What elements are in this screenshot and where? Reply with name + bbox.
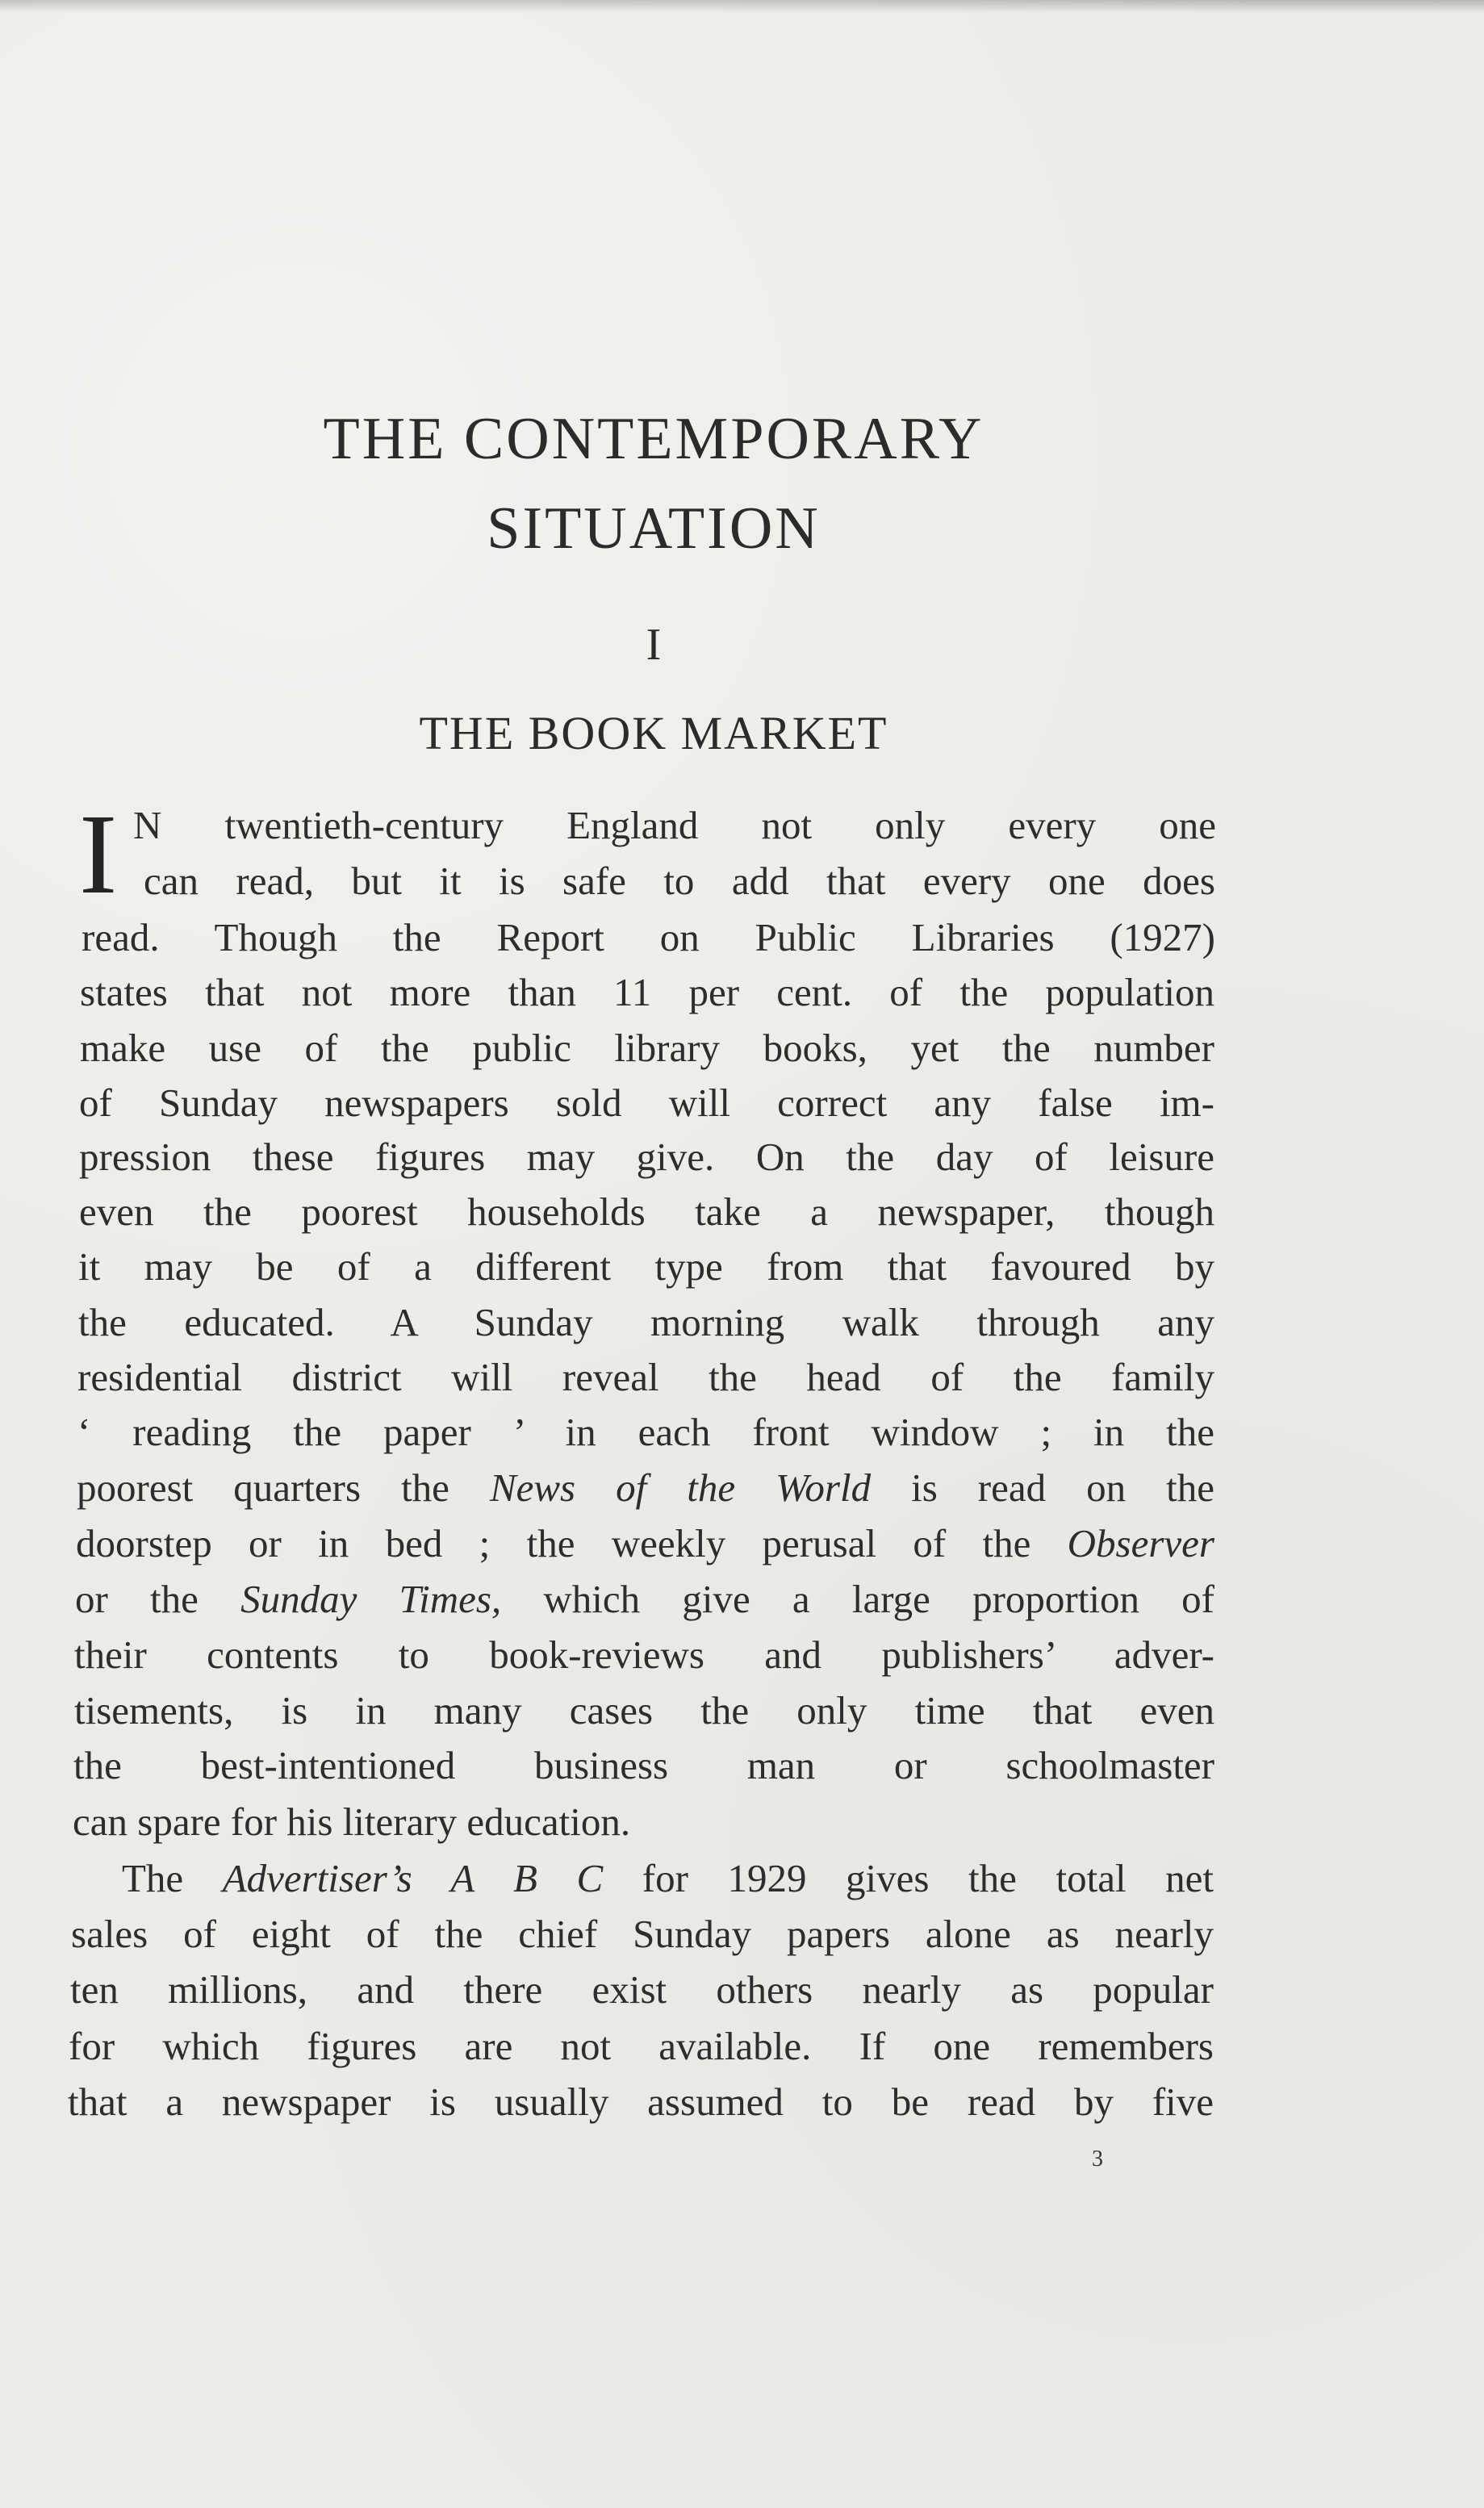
paragraph-1-line-2: can read, but it is safe to add that every one does bbox=[144, 859, 1215, 903]
paragraph-1-line-18: the best-intentioned business man or schoolmaster bbox=[73, 1743, 1214, 1787]
chapter-title-line-1: THE CONTEMPORARY bbox=[323, 406, 984, 472]
text-span: is read on the bbox=[871, 1465, 1214, 1510]
paragraph-1-line-3: read. Though the Report on Public Libraries (1927) bbox=[82, 915, 1215, 959]
paragraph-1-line-8: even the poorest households take a newspaper, though bbox=[79, 1189, 1214, 1234]
text-span: poorest quarters the bbox=[77, 1465, 490, 1510]
italic-title-advertisers-abc: Advertiser’s A B C bbox=[222, 1856, 604, 1900]
paragraph-1-line-5: make use of the public library books, yet the number bbox=[80, 1026, 1214, 1070]
italic-title-observer: Observer bbox=[1067, 1521, 1214, 1565]
chapter-number: I bbox=[646, 620, 662, 670]
paragraph-2-line-4: for which figures are not available. If one remembers bbox=[69, 2024, 1214, 2068]
text-span: The bbox=[122, 1856, 223, 1900]
text-span: or the bbox=[75, 1577, 241, 1621]
italic-title-news-of-the-world: News of the World bbox=[489, 1465, 872, 1510]
paragraph-1-line-12: ‘ reading the paper ’ in each front window ; in the bbox=[77, 1410, 1214, 1454]
section-title: THE BOOK MARKET bbox=[419, 707, 888, 759]
text-span: which give a large proportion of bbox=[501, 1577, 1214, 1621]
paragraph-1-line-14 bbox=[76, 1521, 1214, 1565]
paragraph-2-line-1 bbox=[122, 1858, 1214, 1898]
paragraph-2-line-3: ten millions, and there exist others nearly as popular bbox=[70, 1967, 1214, 2012]
paragraph-1-line-6: of Sunday newspapers sold will correct any false im- bbox=[79, 1081, 1214, 1125]
paragraph-1-line-7: pression these figures may give. On the day of leisure bbox=[79, 1135, 1214, 1179]
paragraph-1-line-19: can spare for his literary education. bbox=[73, 1799, 631, 1844]
italic-title-sunday-times: Sunday Times, bbox=[240, 1577, 502, 1621]
paragraph-1-line-15 bbox=[75, 1579, 1214, 1619]
chapter-title-line-2: SITUATION bbox=[487, 495, 821, 562]
paragraph-1-line-13 bbox=[77, 1465, 1214, 1510]
text-span: doorstep or in bed ; the weekly perusal of the bbox=[76, 1521, 1068, 1565]
text-span: for 1929 gives the total net bbox=[603, 1856, 1214, 1900]
paragraph-1-line-9: it may be of a different type from that favoured by bbox=[78, 1244, 1214, 1289]
paragraph-1-line-17: tisements, is in many cases the only time that even bbox=[74, 1688, 1214, 1733]
paragraph-2-line-5: that a newspaper is usually assumed to be read by five bbox=[68, 2080, 1214, 2124]
paragraph-1-line-16: their contents to book-reviews and publishers’ adver- bbox=[74, 1632, 1214, 1677]
paragraph-1-line-1: N twentieth-century England not only every one bbox=[133, 803, 1216, 847]
paragraph-1-line-4: states that not more than 11 per cent. of the population bbox=[80, 970, 1214, 1014]
drop-cap: I bbox=[79, 790, 118, 918]
page-number: 3 bbox=[1092, 2146, 1103, 2172]
paragraph-1-line-10: the educated. A Sunday morning walk through any bbox=[78, 1300, 1214, 1344]
paragraph-2-line-2: sales of eight of the chief Sunday papers alone as nearly bbox=[71, 1912, 1214, 1956]
paragraph-1-line-11: residential district will reveal the head of the family bbox=[77, 1355, 1214, 1399]
